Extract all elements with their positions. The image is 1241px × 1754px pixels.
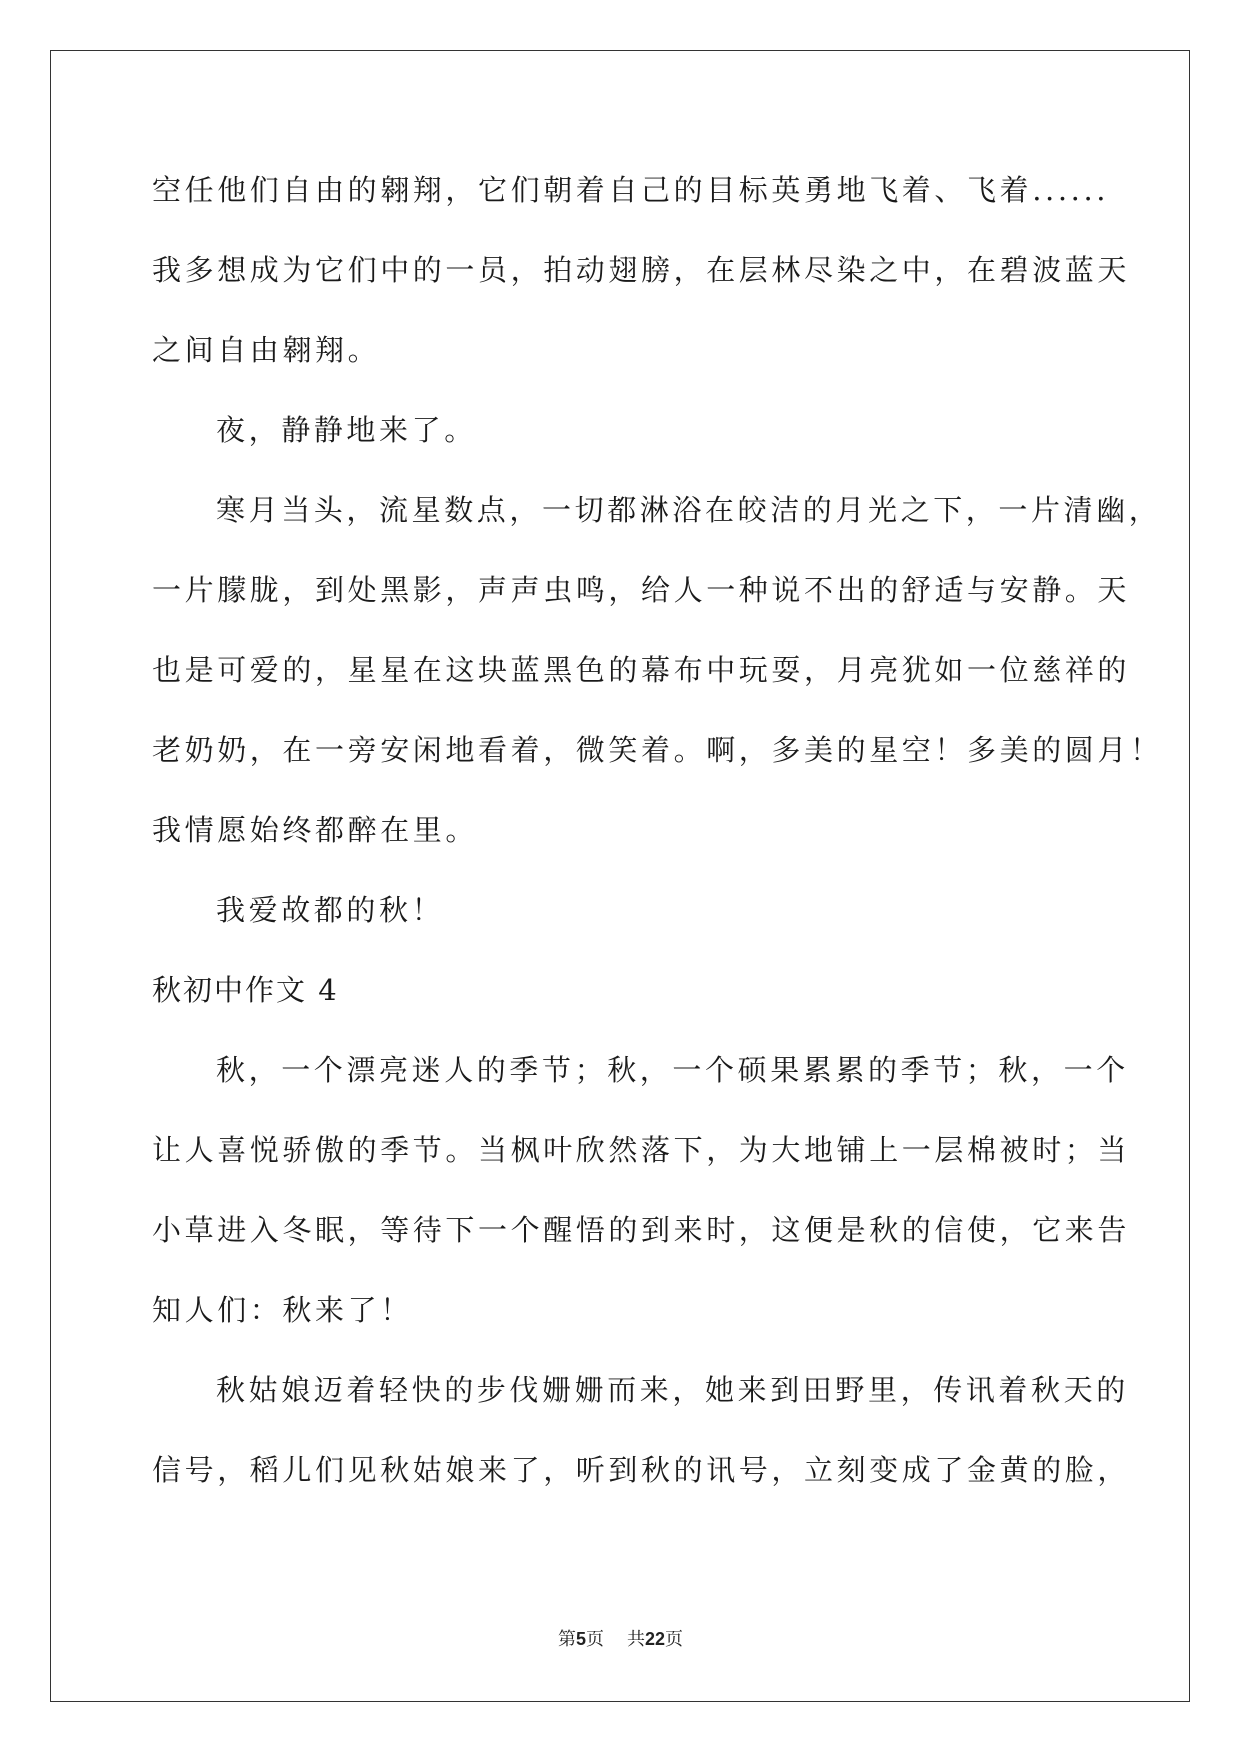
total-suffix: 页 — [664, 1629, 683, 1650]
paragraph-line: 老奶奶，在一旁安闲地看着，微笑着。啊，多美的星空！多美的圆月！ — [152, 733, 1163, 767]
total-pages: 22 — [644, 1629, 665, 1649]
paragraph-line: 我情愿始终都醉在里。 — [152, 813, 479, 847]
paragraph-line: 秋姑娘迈着轻快的步伐姗姗而来，她来到田野里，传讯着秋天的 — [216, 1373, 1129, 1407]
paragraph-line: 小草进入冬眠，等待下一个醒悟的到来时，这便是秋的信使，它来告 — [152, 1213, 1131, 1247]
paragraph-line: 让人喜悦骄傲的季节。当枫叶欣然落下，为大地铺上一层棉被时；当 — [152, 1133, 1131, 1167]
paragraph-line: 一片朦胧，到处黑影，声声虫鸣，给人一种说不出的舒适与安静。天 — [152, 573, 1131, 607]
paragraph-line: 知人们：秋来了！ — [152, 1293, 413, 1327]
paragraph-line: 秋，一个漂亮迷人的季节；秋，一个硕果累累的季节；秋，一个 — [216, 1053, 1129, 1087]
paragraph-line: 空任他们自由的翱翔，它们朝着自己的目标英勇地飞着、飞着...... — [152, 173, 1110, 207]
page-footer — [0, 1628, 1241, 1651]
document-body — [152, 162, 1163, 1522]
page-number: 5 — [576, 1629, 587, 1649]
paragraph-line: 信号，稻儿们见秋姑娘来了，听到秋的讯号，立刻变成了金黄的脸， — [152, 1453, 1131, 1487]
page-suffix: 页 — [586, 1629, 605, 1650]
paragraph-line: 夜，静静地来了。 — [216, 413, 477, 447]
paragraph-line: 也是可爱的，星星在这块蓝黑色的幕布中玩耍，月亮犹如一位慈祥的 — [152, 653, 1131, 687]
section-heading: 秋初中作文 4 — [152, 973, 339, 1007]
page-prefix: 第 — [558, 1629, 577, 1650]
paragraph-line: 我多想成为它们中的一员，拍动翅膀，在层林尽染之中，在碧波蓝天 — [152, 253, 1131, 287]
total-prefix: 共 — [626, 1629, 645, 1650]
paragraph-line: 我爱故都的秋！ — [216, 893, 445, 927]
paragraph-line: 寒月当头，流星数点，一切都淋浴在皎洁的月光之下，一片清幽， — [216, 493, 1162, 527]
paragraph-line: 之间自由翱翔。 — [152, 333, 381, 367]
